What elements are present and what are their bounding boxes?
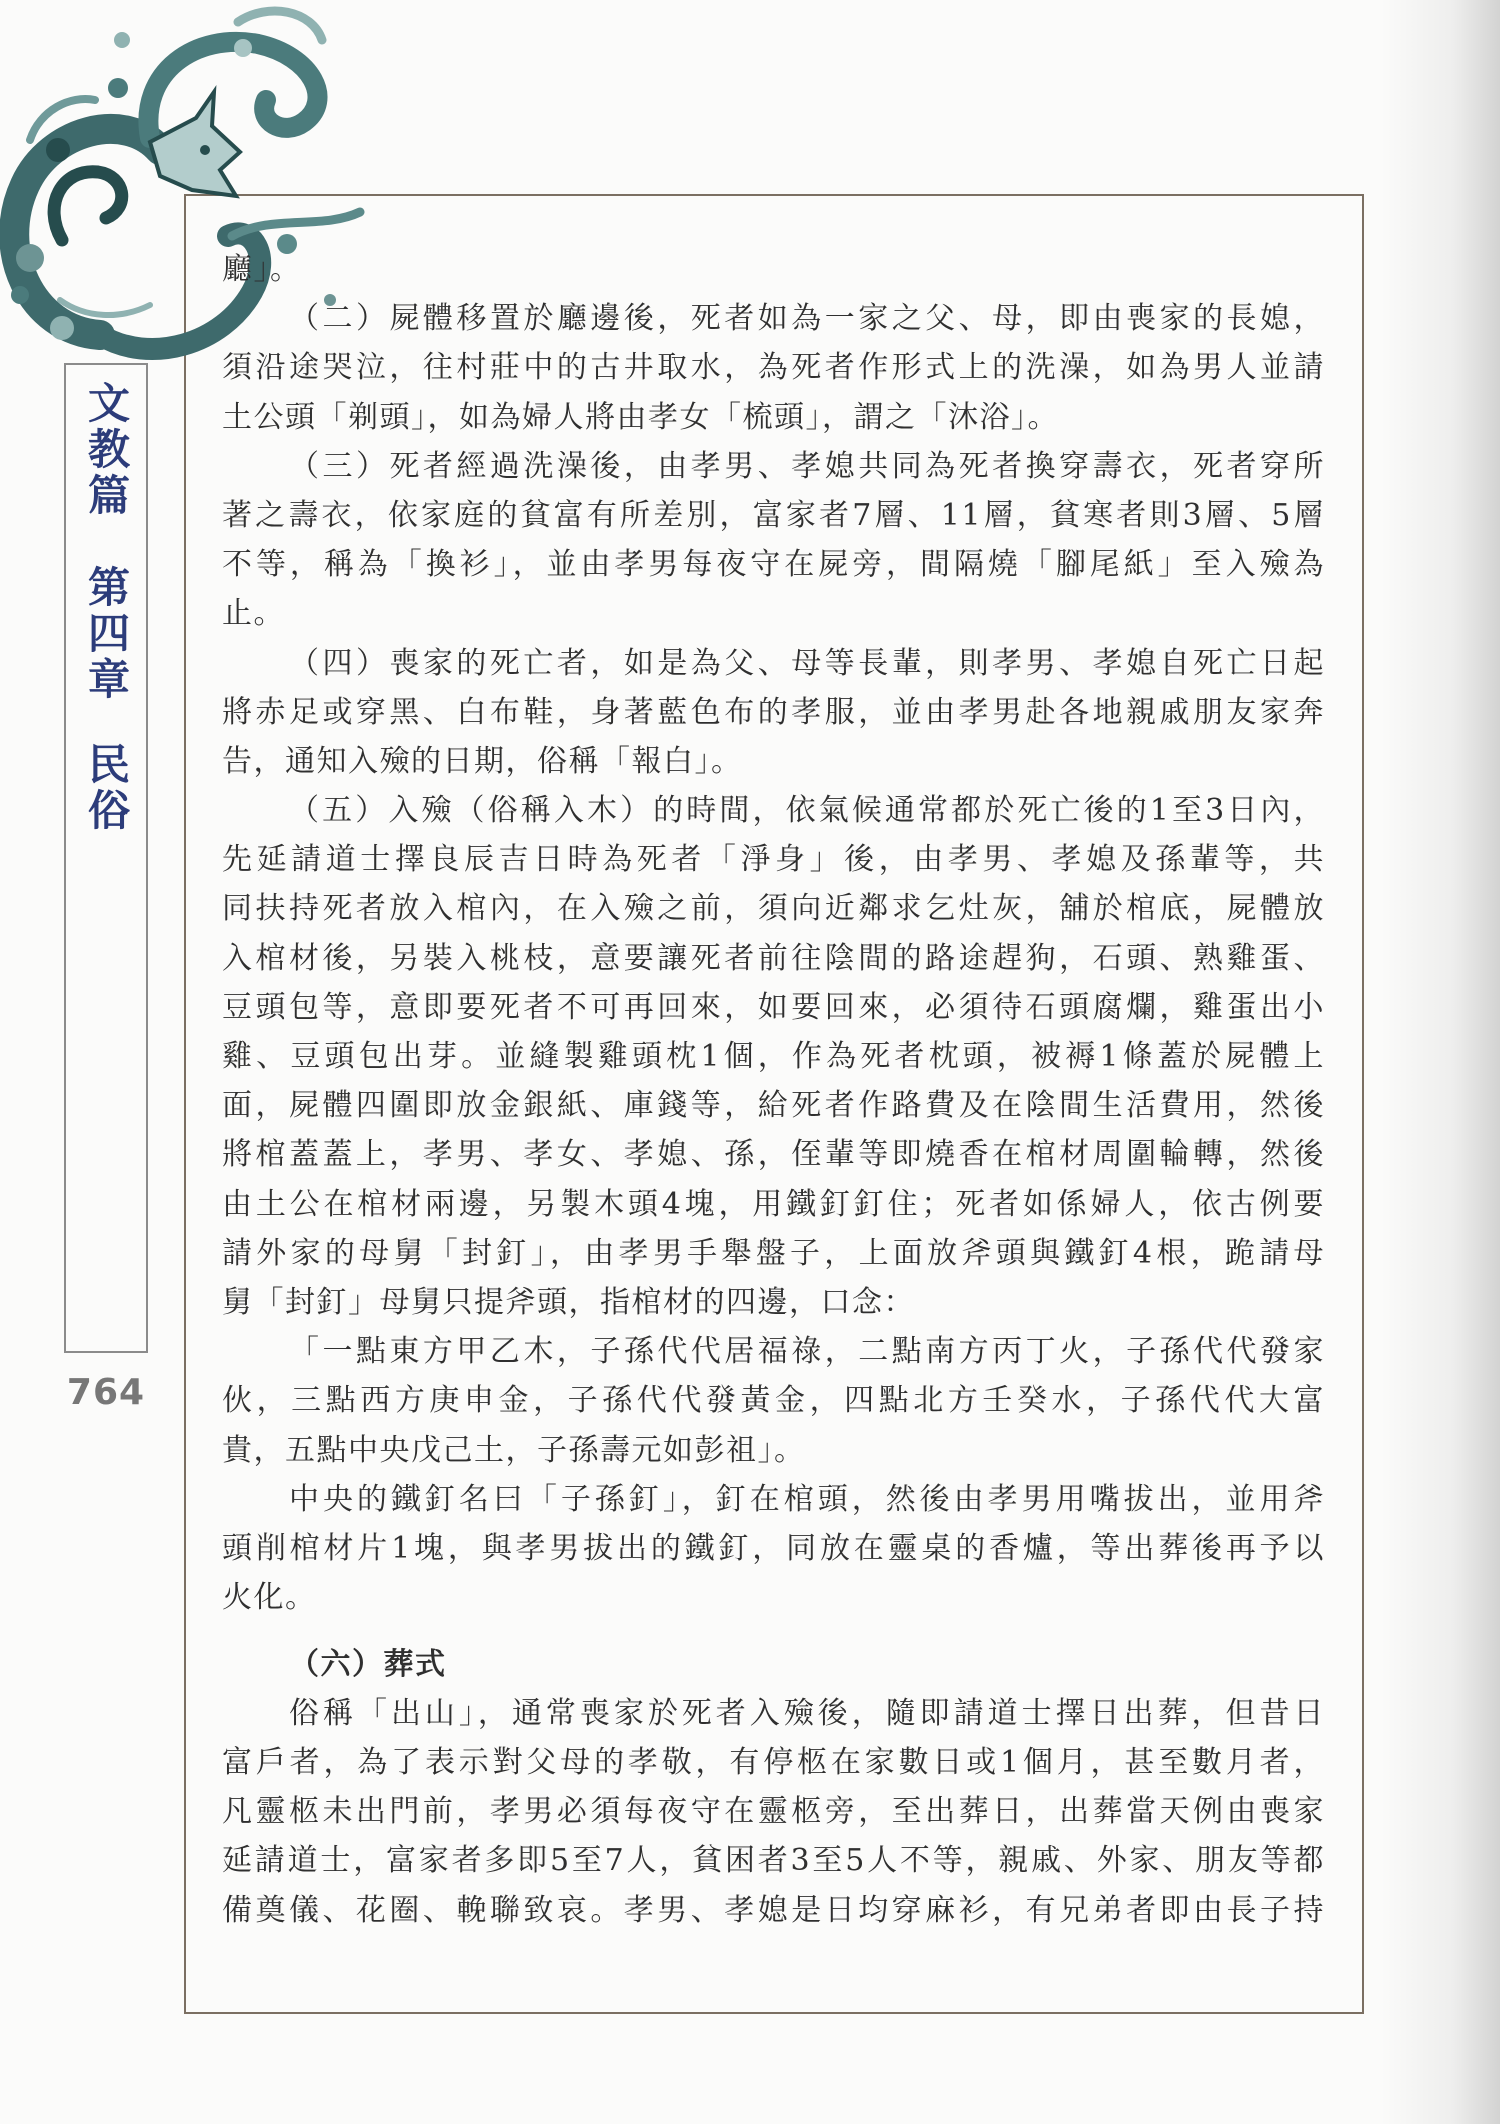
page-number: 764 bbox=[66, 1372, 146, 1413]
text-line: 由土公在棺材兩邊，另製木頭4塊，用鐵釘釘住；死者如係婦人，依古例要 bbox=[222, 1186, 1325, 1222]
section-heading: （六）葬式 bbox=[289, 1646, 447, 1682]
paragraph bbox=[222, 1689, 1325, 1935]
topic-title: 民俗 bbox=[82, 742, 131, 834]
text-line: 將棺蓋蓋上，孝男、孝女、孝媳、孫，侄輩等即燒香在棺材周圍輪轉，然後 bbox=[222, 1137, 1325, 1173]
body-text bbox=[222, 245, 1325, 1935]
paragraph bbox=[222, 639, 1325, 787]
text-line: 中央的鐵釘名曰「子孫釘」，釘在棺頭，然後由孝男用嘴拔出，並用斧 bbox=[289, 1481, 1325, 1517]
text-line: 頭削棺材片1塊，與孝男拔出的鐵釘，同放在靈桌的香爐，等出葬後再予以 bbox=[222, 1530, 1325, 1566]
text-line: 火化。 bbox=[222, 1580, 317, 1616]
text-line: 俗稱「出山」，通常喪家於死者入殮後，隨即請道士擇日出葬，但昔日 bbox=[289, 1695, 1325, 1731]
text-line: 著之壽衣，依家庭的貧富有所差別，富家者7層、11層，貧寒者則3層、5層 bbox=[222, 497, 1325, 533]
text-line: 告，通知入殮的日期，俗稱「報白」。 bbox=[222, 743, 743, 779]
paragraph bbox=[222, 786, 1325, 1327]
text-line: （二）屍體移置於廳邊後，死者如為一家之父、母，即由喪家的長媳， bbox=[289, 301, 1325, 337]
text-line: （四）喪家的死亡者，如是為父、母等長輩，則孝男、孝媳自死亡日起 bbox=[289, 645, 1325, 681]
text-line: 土公頭「剃頭」，如為婦人將由孝女「梳頭」，謂之「沐浴」。 bbox=[222, 399, 1059, 435]
continued-text-line: 廳」。 bbox=[222, 252, 302, 287]
text-line: 雞、豆頭包出芽。並縫製雞頭枕1個，作為死者枕頭，被褥1條蓋於屍體上 bbox=[222, 1039, 1325, 1074]
text-line: 富戶者，為了表示對父母的孝敬，有停柩在家數日或1個月，甚至數月者， bbox=[222, 1745, 1325, 1781]
section-title: 文教篇 bbox=[82, 381, 131, 519]
chapter-side-tab bbox=[64, 363, 148, 1353]
chapter-title: 第四章 bbox=[82, 565, 131, 703]
scan-edge-shadow bbox=[1380, 0, 1500, 2124]
text-line: 伙，三點西方庚申金，子孫代代發黃金，四點北方壬癸水，子孫代代大富 bbox=[222, 1383, 1325, 1419]
text-line: 同扶持死者放入棺內，在入殮之前，須向近鄰求乞灶灰，舖於棺底，屍體放 bbox=[222, 891, 1325, 927]
text-line: 請外家的母舅「封釘」，由孝男手舉盤子，上面放斧頭與鐵釘4根，跪請母 bbox=[222, 1235, 1325, 1271]
quote-paragraph bbox=[222, 1327, 1325, 1475]
text-line: 「一點東方甲乙木，子孫代代居福祿，二點南方丙丁火，子孫代代發家 bbox=[289, 1334, 1325, 1370]
text-line: 須沿途哭泣，往村莊中的古井取水，為死者作形式上的洗澡，如為男人並請 bbox=[222, 350, 1325, 386]
text-line: 不等，稱為「換衫」，並由孝男每夜守在屍旁，間隔燒「腳尾紙」至入殮為 bbox=[222, 547, 1325, 583]
text-line: 備奠儀、花圈、輓聯致哀。孝男、孝媳是日均穿麻衫，有兄弟者即由長子持 bbox=[222, 1892, 1325, 1928]
text-line: 延請道士，富家者多即5至7人，貧困者3至5人不等，親戚、外家、朋友等都 bbox=[222, 1843, 1325, 1879]
text-line: 凡靈柩未出門前，孝男必須每夜守在靈柩旁，至出葬日，出葬當天例由喪家 bbox=[222, 1794, 1325, 1830]
text-line: 將赤足或穿黑、白布鞋，身著藍色布的孝服，並由孝男赴各地親戚朋友家奔 bbox=[222, 694, 1325, 730]
text-line: （五）入殮（俗稱入木）的時間，依氣候通常都於死亡後的1至3日內， bbox=[289, 793, 1325, 829]
text-line: 舅「封釘」母舅只提斧頭，指棺材的四邊，口念： bbox=[222, 1284, 915, 1320]
text-line: 貴，五點中央戊己土，子孫壽元如彭祖」。 bbox=[222, 1432, 806, 1468]
text-line: 面，屍體四圍即放金銀紙、庫錢等，給死者作路費及在陰間生活費用，然後 bbox=[222, 1088, 1325, 1124]
text-line: 先延請道士擇良辰吉日時為死者「淨身」後，由孝男、孝媳及孫輩等，共 bbox=[222, 842, 1325, 878]
paragraph bbox=[222, 294, 1325, 442]
text-line: 止。 bbox=[222, 596, 285, 632]
text-line: 豆頭包等，意即要死者不可再回來，如要回來，必須待石頭腐爛，雞蛋出小 bbox=[222, 989, 1325, 1025]
text-line: （三）死者經過洗澡後，由孝男、孝媳共同為死者換穿壽衣，死者穿所 bbox=[289, 448, 1325, 484]
paragraph bbox=[222, 442, 1325, 639]
text-line: 入棺材後，另裝入桃枝，意要讓死者前往陰間的路途趕狗，石頭、熟雞蛋、 bbox=[222, 940, 1325, 976]
paragraph bbox=[222, 1475, 1325, 1623]
